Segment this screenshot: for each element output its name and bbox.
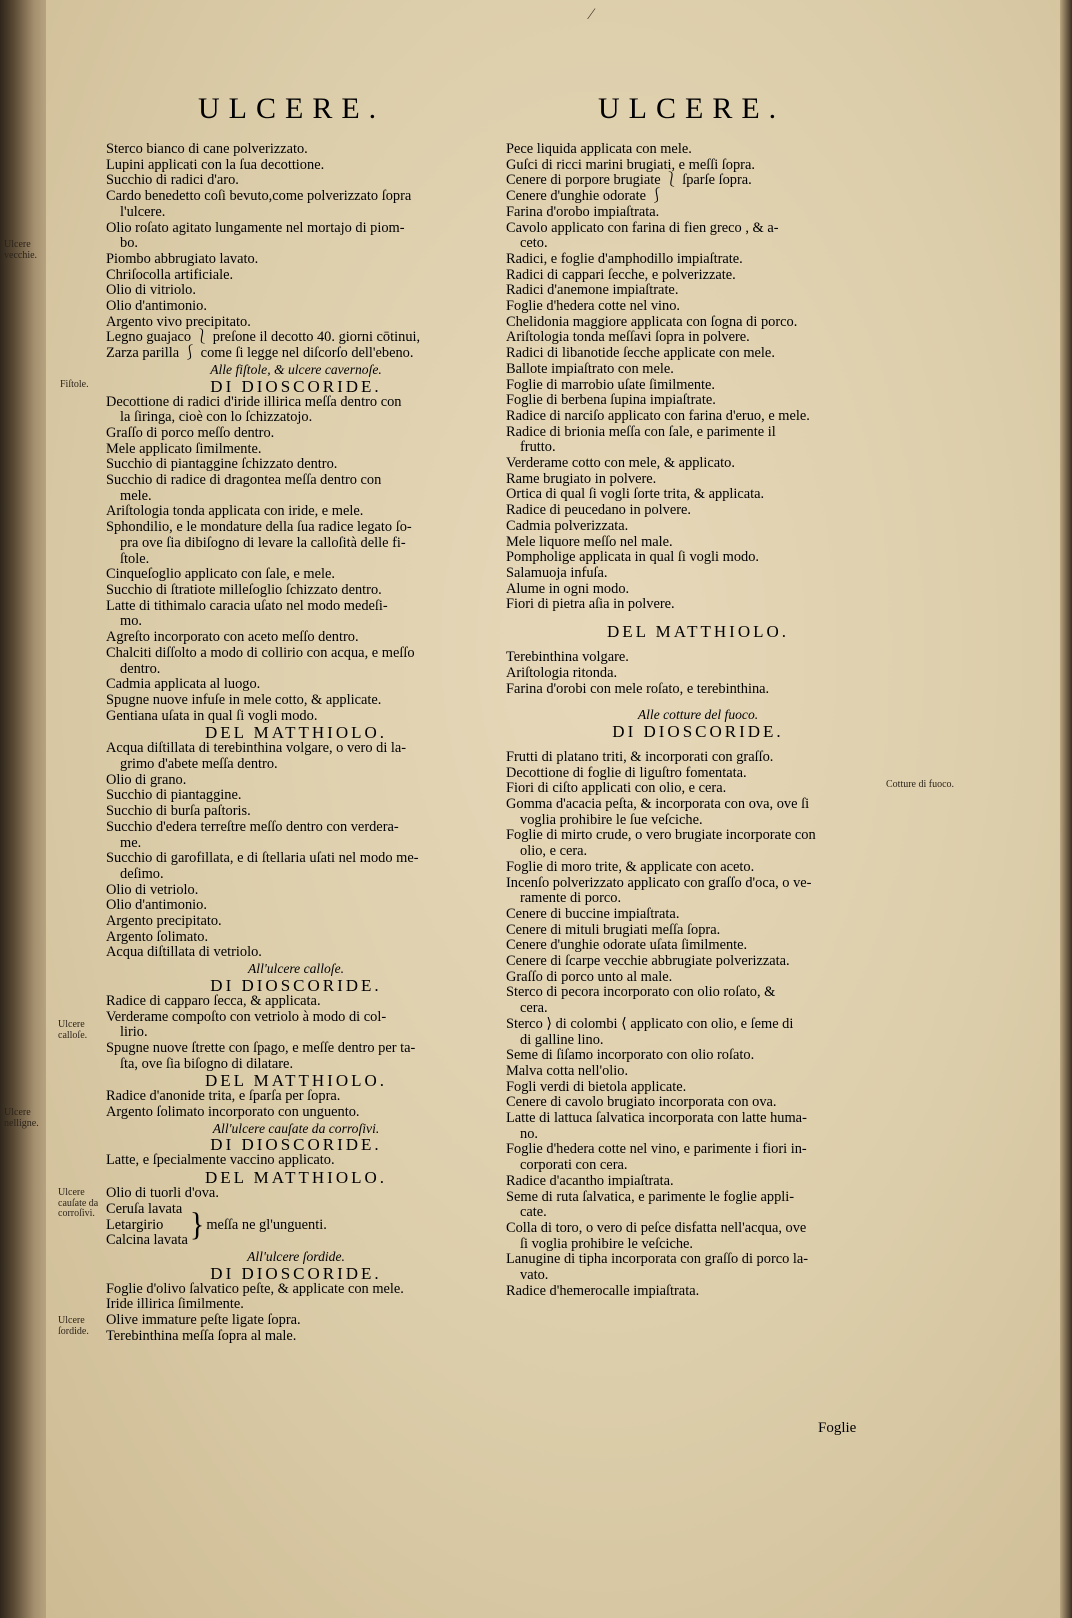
text-line: Pompholige applicata in qual ſi vogli modo. [506,549,760,566]
text-line: Chalciti diſſolto a modo di collirio con acqua, e meſſo [106,644,415,661]
text-line: cate. [520,1204,547,1221]
text-line: ſi voglia prohibire le veſciche. [520,1235,694,1252]
text-line: Foglie d'hedera cotte nel vino, e parimente i fiori in- [506,1141,807,1158]
text-line: cera. [520,1000,548,1017]
text-line: Decottione di foglie di liguſtro fomentata. [506,764,747,781]
text-line: Ballote impiaſtrato con mele. [506,360,674,377]
right-column-heading: ULCERE. [598,92,786,125]
text-line: ſtole. [120,550,150,567]
section-heading: DEL MATTHIOLO. [204,1168,388,1188]
brace-group-items [106,1202,188,1249]
margin-note-ulcere-callose: Ulcere calloſe. [58,1019,88,1041]
text-line: Ariſtologia tonda applicata con iride, e mele. [106,503,364,520]
text-line: Colla di toro, o vero di peſce disfatta nell'acqua, ove [506,1220,807,1236]
text-line: Rame brugiato in polvere. [506,470,657,487]
text-line: Radice di brionia meſſa con ſale, e parimente il [506,423,776,440]
section-subheading: All'ulcere cauſate da corroſivi. [212,1120,380,1136]
text-line: Ortica di qual ſi vogli ſorte trita, & applicata. [506,486,765,503]
text-line: Piombo abbrugiato lavato. [106,250,259,267]
text-line: Foglie di mirto crude, o vero brugiate incorporate con [506,827,816,844]
text-line: Radici d'anemone impiaſtrate. [506,282,679,299]
text-line: Cinqueſoglio applicato con ſale, e mele. [106,566,335,583]
text-line: Incenſo polverizzato applicato con graſſo d'oca, o ve- [506,874,812,891]
margin-note-fistole: Fiſtole. [60,379,89,390]
text-line: no. [520,1125,538,1142]
text-line: Lupini applicati con la ſua decottione. [106,156,325,173]
text-line: Foglie d'hedera cotte nel vino. [506,298,681,315]
section-heading: DEL MATTHIOLO. [204,1071,388,1091]
text-line: Olio di grano. [106,771,187,788]
text-line: Fiori di ciſto applicati con olio, e cera. [506,780,727,797]
section-heading: DI DIOSCORIDE. [210,1135,382,1155]
text-line: Legno guajaco ⎱ preſone il decotto 40. giorni cōtinui, [106,329,421,346]
text-line: Chelidonia maggiore applicata con ſogna di porco. [506,313,798,330]
text-line: Gentiana uſata in qual ſi vogli modo. [106,707,318,724]
text-line: Terebinthina meſſa ſopra al male. [106,1327,297,1344]
text-line: ceto. [520,235,548,252]
text-line: Foglie di marrobio uſate ſimilmente. [506,376,716,393]
text-line: deſimo. [120,865,164,882]
text-line: Ariſtologia tonda meſſavi ſopra in polvere. [506,329,750,346]
margin-note-ulcere-vecchie: Ulcere vecchie. [4,239,38,261]
spacer [506,697,890,707]
text-line: Mele liquore meſſo nel male. [506,533,673,550]
text-line: Radice d'hemerocalle impiaſtrata. [506,1282,700,1299]
text-line: Radice di peucedano in polvere. [506,502,692,519]
text-line: Graſſo di porco meſſo dentro. [106,424,275,441]
text-line: Guſci di ricci marini brugiati, e meſſi ſopra. [506,156,755,173]
text-line: Alume in ogni modo. [506,580,630,597]
brace-group-item: Calcina lavata [106,1232,188,1249]
text-line: Frutti di platano triti, & incorporati con graſſo. [506,748,774,765]
text-line: Olio roſato agitato lungamente nel mortajo di piom- [106,219,405,236]
page-mark: ∕ [590,6,593,23]
text-line: Radici di cappari ſecche, e polverizzate. [506,266,736,283]
text-line: bo. [120,235,138,252]
text-line: Acqua diſtillata di terebinthina volgare, o vero di la- [106,740,407,757]
text-line: Salamuoja infuſa. [506,564,608,581]
text-line: Latte di tithimalo caracia uſato nel modo medeſi- [106,597,388,614]
margin-note-cotture: Cotture di fuoco. [886,779,955,790]
section-heading: DEL MATTHIOLO. [606,622,790,642]
text-line: Cenere di cavolo brugiato incorporata con ova. [506,1094,777,1111]
text-line: Cavolo applicato con farina di fien greco , & a- [506,219,779,236]
text-line: Decottione di radici d'iride illirica meſſa dentro con [106,393,402,410]
text-line: Sterco di pecora incorporato con olio roſato, & [506,984,776,1001]
text-line: Succhio di radici d'aro. [106,172,239,189]
text-line: Cenere di mituli brugiati meſſa ſopra. [506,921,721,938]
margin-note-ulcere-sordide: Ulcere ſordide. [58,1315,89,1337]
section-heading: DI DIOSCORIDE. [210,1263,382,1283]
brace-group-item: Ceruſa lavata [106,1200,183,1217]
text-line: di galline lino. [520,1031,604,1048]
text-line: Succhio di garofillata, e di ſtellaria uſati nel modo me- [106,850,419,867]
text-line: olio, e cera. [520,843,588,860]
section-heading: DI DIOSCORIDE. [210,376,382,396]
text-line: Farina d'orobi con mele roſato, e terebinthina. [506,680,770,697]
text-line: Olio d'antimonio. [106,897,207,914]
text-line: Olio d'antimonio. [106,298,207,315]
text-line: Radice d'acantho impiaſtrata. [506,1172,674,1189]
text-line: ramente di porco. [520,890,622,907]
text-line: me. [120,834,142,851]
text-line: Gomma d'acacia peſta, & incorporata con ova, ove ſi [506,796,810,813]
text-line: Cardo benedetto coſi bevuto,come polverizzato ſopra [106,188,412,205]
text-line: Olio di vetriolo. [106,881,199,898]
text-line: frutto. [520,439,556,456]
text-line: l'ulcere. [120,203,166,220]
brace-mark: } [189,1206,205,1244]
text-line: Cenere d'unghie odorate uſata ſimilmente. [506,937,748,954]
text-line: mele. [120,487,152,504]
text-line: Latte di lattuca ſalvatica incorporata con latte huma- [506,1110,807,1127]
catchword: Foglie [818,1420,857,1436]
text-line: Foglie di berbena ſupina impiaſtrate. [506,392,716,409]
text-line: Argento vivo precipitato. [106,313,251,330]
text-line: Foglie di moro trite, & applicate con aceto. [506,858,755,875]
text-line: Radice di capparo ſecca, & applicata. [106,992,321,1009]
text-line: Lanugine di tipha incorporata con graſſo di porco la- [506,1251,809,1268]
text-line: Radice d'anonide trita, e ſparſa per ſopra. [106,1088,341,1105]
text-line: Succhio di piantaggine ſchizzato dentro. [106,456,338,473]
section-heading: DEL MATTHIOLO. [204,723,388,743]
text-line: Spugne nuove infuſe in mele cotto, & applicate. [106,691,382,708]
text-line: corporati con cera. [520,1157,628,1174]
text-line: Cenere di porpore brugiate ⎱ ſparſe ſopra. [506,172,752,189]
text-line: Acqua diſtillata di vetriolo. [106,944,262,961]
section-heading: DI DIOSCORIDE. [210,975,382,995]
text-line: Graſſo di porco unto al male. [506,968,673,985]
left-column-heading: ULCERE. [198,92,386,125]
text-line: dentro. [120,660,161,677]
text-line: Cadmia polverizzata. [506,517,629,534]
text-line: Seme di ruta ſalvatica, e parimente le foglie appli- [506,1188,795,1205]
text-line: Chriſocolla artificiale. [106,266,234,283]
text-line: Radice di narciſo applicato con farina d'eruo, e mele. [506,407,810,424]
text-line: Argento ſolimato incorporato con unguento. [106,1104,360,1121]
left-column [106,142,486,1345]
text-line: Sphondilio, e le mondature della ſua radice legato ſo- [106,519,412,536]
text-line: Olio di vitriolo. [106,282,196,299]
text-line: Ariſtologia ritonda. [506,664,618,681]
text-line: Cenere d'unghie odorate ⎰ [506,188,665,205]
text-line: Mele applicato ſimilmente. [106,440,262,457]
text-line: voglia prohibire le ſue veſciche. [520,811,703,828]
text-line: Radici di libanotide ſecche applicate con mele. [506,345,775,362]
text-line: grimo d'abete meſſa dentro. [120,756,278,773]
text-line: Terebinthina volgare. [506,649,629,666]
text-line: Fogli verdi di bietola applicate. [506,1078,687,1095]
text-line: Olio di tuorli d'ova. [106,1185,219,1202]
text-line: Succhio di piantaggine. [106,787,242,804]
text-line: Verderame cotto con mele, & applicato. [506,455,735,472]
text-line: Argento precipitato. [106,913,222,930]
text-line: Foglie d'olivo ſalvatico peſte, & applicate con mele. [106,1280,404,1297]
text-line: Argento ſolimato. [106,928,209,945]
text-line: Sterco bianco di cane polverizzato. [106,141,308,157]
text-line: Olive immature peſte ligate ſopra. [106,1312,301,1329]
page-edge [1060,0,1072,1618]
text-line: ſta, ove ſia biſogno di dilatare. [120,1055,294,1072]
text-line: Verderame compoſto con vetriolo à modo di col- [106,1008,387,1025]
text-line: Cenere di buccine impiaſtrata. [506,905,680,922]
text-line: Radici, e foglie d'amphodillo impiaſtrate. [506,250,743,267]
margin-note-ulcere-maligne: Ulcere nelligne. [4,1107,39,1129]
text-line: Seme di ſiſamo incorporato con olio roſato. [506,1047,755,1064]
brace-group-note: meſſa ne gl'unguenti. [206,1216,327,1233]
text-line: pra ove ſia dibiſogno di levare la calloſità delle fi- [120,534,406,551]
text-line: Latte, e ſpecialmente vaccino applicato. [106,1152,335,1169]
text-line: lirio. [120,1024,148,1041]
right-column [506,142,890,1300]
section-subheading: All'ulcere ſordide. [247,1249,345,1264]
text-line: Cadmia applicata al luogo. [106,676,261,693]
text-line: Succhio d'edera terreſtre meſſo dentro con verdera- [106,818,399,835]
text-line: Pece liquida applicata con mele. [506,141,692,157]
section-heading: DI DIOSCORIDE. [612,721,784,741]
text-line: mo. [120,613,142,630]
text-line: Zarza parilla ⎰ come ſi legge nel diſcorſo dell'ebeno. [106,345,414,362]
text-line: Succhio di radice di dragontea meſſa dentro con [106,472,382,489]
text-line: Succhio di burſa paſtoris. [106,803,251,820]
text-line: Fiori di pietra aſia in polvere. [506,596,675,613]
text-line: Succhio di ſtratiote milleſoglio ſchizzato dentro. [106,581,382,598]
brace-group [106,1202,486,1249]
text-line: Iride illirica ſimilmente. [106,1296,244,1313]
margin-note-ulcere-corrosivi: Ulcere cauſate da corroſivi. [58,1187,99,1219]
text-line: Spugne nuove ſtrette con ſpago, e meſſe dentro per ta- [106,1039,416,1056]
text-line: vato. [520,1267,549,1284]
text-line: Agreſto incorporato con aceto meſſo dentro. [106,629,359,646]
section-subheading: Alle cotture del fuoco. [637,707,759,723]
text-line: Farina d'orobo impiaſtrata. [506,203,660,220]
text-line: la ſiringa, cioè con lo ſchizzatojo. [120,409,313,426]
text-line: Malva cotta nell'olio. [506,1062,629,1079]
section-subheading: Alle fiſtole, & ulcere cavernoſe. [210,361,382,377]
brace-group-item: Letargirio [106,1216,164,1233]
text-line: Cenere di ſcarpe vecchie abbrugiate polverizzata. [506,953,790,970]
text-line: Sterco ⟩ di colombi ⟨ applicato con olio, e ſeme di [506,1015,794,1032]
section-subheading: All'ulcere calloſe. [247,961,344,977]
